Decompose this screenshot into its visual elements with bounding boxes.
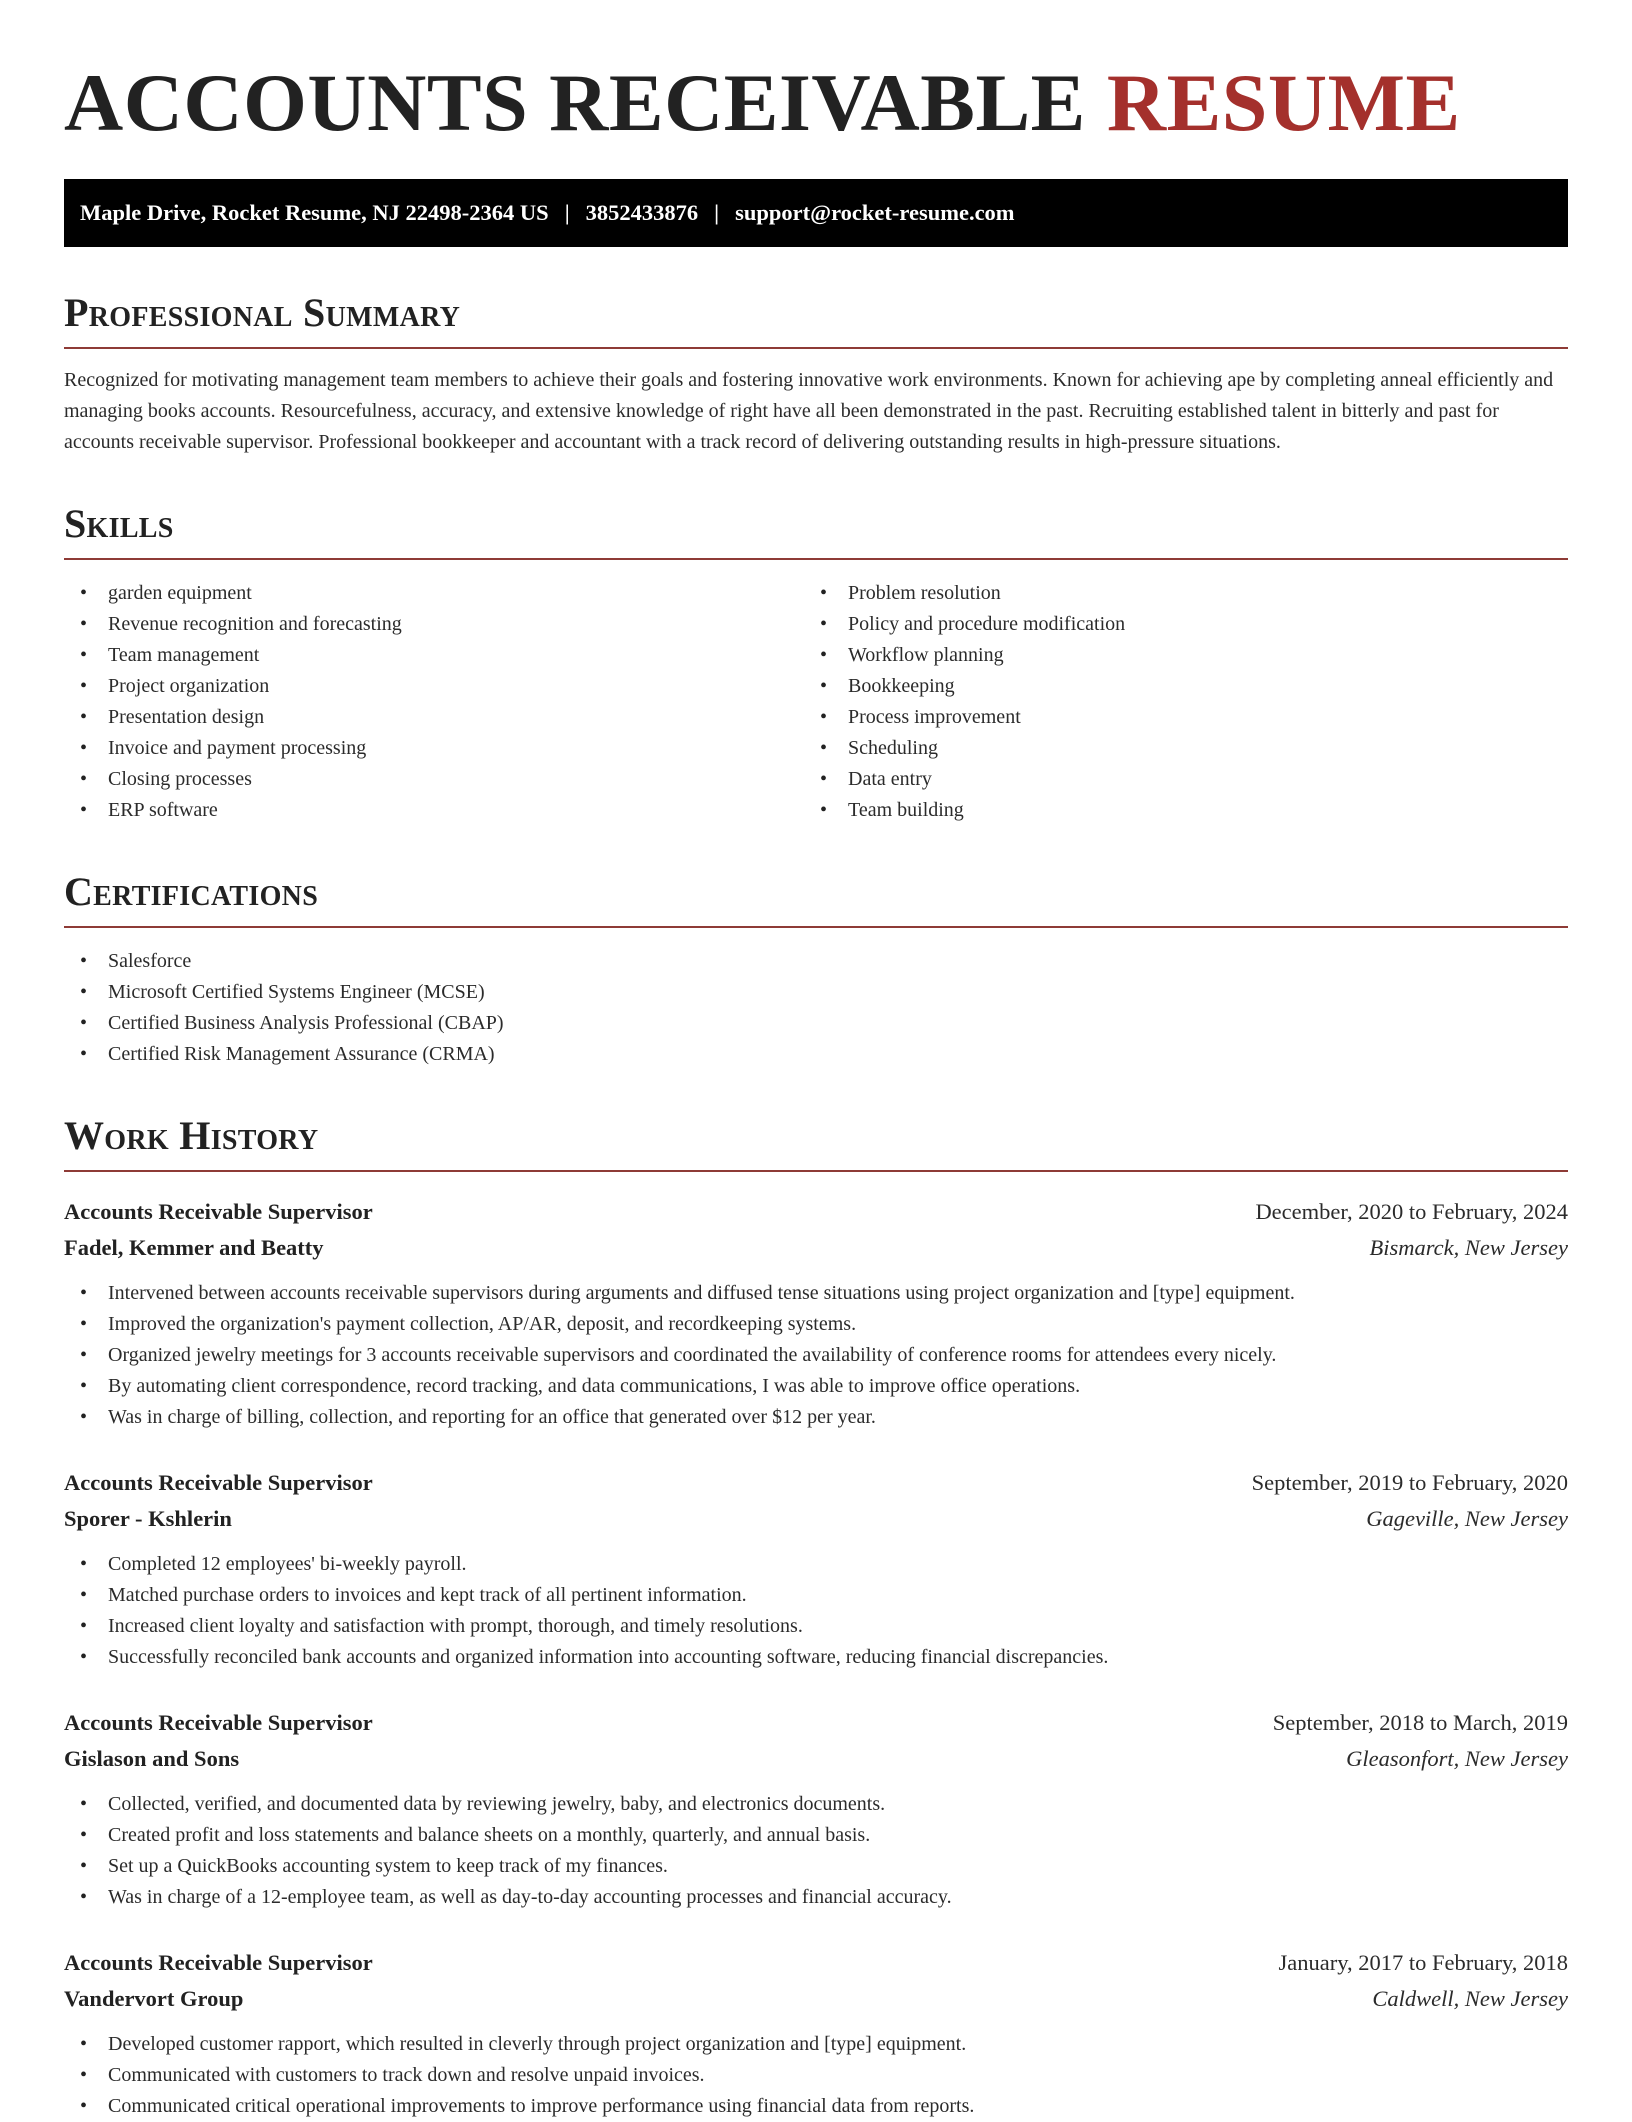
section-divider [64,926,1568,928]
skill-item: • Policy and procedure modification [804,609,1544,640]
resume-title [64,0,1568,155]
section-heading: Professional Summary [64,289,461,335]
contact-address: Maple Drive, Rocket Resume, NJ 22498-2364 US [80,199,549,225]
job-duty-item: • Set up a QuickBooks accounting system to keep track of my finances. [64,1851,1568,1882]
job-duty-item: • Was in charge of billing, collection, and reporting for an office that generated over $12 per year. [64,1402,1568,1433]
skills-section [64,502,1568,826]
job-location: Caldwell, New Jersey [1372,1985,1568,2011]
contact-phone: 3852433876 [585,199,699,225]
job-duty-item: • Communicated critical operational improvements to improve performance using financial data from reports. [64,2091,1568,2122]
job-location: Gageville, New Jersey [1366,1505,1568,1531]
skill-item: • Workflow planning [804,640,1544,671]
job-dates: January, 2017 to February, 2018 [1278,1949,1568,1975]
job-header-row [64,1194,1568,1230]
work-history-section [64,1114,1568,2122]
skill-item: • Revenue recognition and forecasting [64,609,804,640]
job-company: Vandervort Group [64,1985,244,2011]
contact-email[interactable]: support@rocket-resume.com [735,199,1015,225]
job-duty-item: • Developed customer rapport, which resulted in cleverly through project organization and [type] equipment. [64,2029,1568,2060]
professional-summary-section [64,291,1568,458]
contact-separator: | [714,199,720,225]
job-location: Gleasonfort, New Jersey [1346,1745,1568,1771]
certification-item: • Certified Business Analysis Professional (CBAP) [64,1008,1568,1039]
skill-item: • Bookkeeping [804,671,1544,702]
job-company-row [64,1230,1568,1266]
title-accent: RESUME [1106,57,1461,148]
job-duty-item: • Improved the organization's payment collection, AP/AR, deposit, and recordkeeping systems. [64,1309,1568,1340]
section-divider [64,558,1568,560]
job-duty-item: • Matched purchase orders to invoices and kept track of all pertinent information. [64,1580,1568,1611]
skill-item: • Invoice and payment processing [64,733,804,764]
job-duty-item: • Completed 12 employees' bi-weekly payroll. [64,1549,1568,1580]
certification-item: • Salesforce [64,946,1568,977]
job-duties-list [64,2029,1568,2122]
skills-grid [64,578,1568,826]
skill-item: • Process improvement [804,702,1544,733]
job-dates: December, 2020 to February, 2024 [1255,1198,1568,1224]
job-header-row [64,1465,1568,1501]
title-main: ACCOUNTS RECEIVABLE [64,57,1086,148]
job-title: Accounts Receivable Supervisor [64,1709,373,1735]
job-duty-item: • Communicated with customers to track down and resolve unpaid invoices. [64,2060,1568,2091]
job-company-row [64,1501,1568,1537]
job-duty-item: • Was in charge of a 12-employee team, as well as day-to-day accounting processes and financial accuracy. [64,1882,1568,1913]
job-duty-item: • Intervened between accounts receivable supervisors during arguments and diffused tense situations using project organization and [type] equipment. [64,1278,1568,1309]
skill-item: • ERP software [64,795,804,826]
job-location: Bismarck, New Jersey [1369,1234,1568,1260]
job-header-row [64,1945,1568,1981]
job-duties-list [64,1549,1568,1673]
job-duties-list [64,1278,1568,1433]
job-title: Accounts Receivable Supervisor [64,1469,373,1495]
job-company: Sporer - Kshlerin [64,1505,232,1531]
job-company: Fadel, Kemmer and Beatty [64,1234,324,1260]
certification-item: • Certified Risk Management Assurance (CRMA) [64,1039,1568,1070]
job-entry [64,1465,1568,1673]
job-duty-item: • By automating client correspondence, record tracking, and data communications, I was able to improve office operations. [64,1371,1568,1402]
skills-list-left [64,578,804,826]
job-header-row [64,1705,1568,1741]
resume-page [64,0,1568,2122]
job-company-row [64,1741,1568,1777]
job-duty-item: • Increased client loyalty and satisfaction with prompt, thorough, and timely resolutions. [64,1611,1568,1642]
section-divider [64,347,1568,349]
certifications-list [64,946,1568,1070]
skill-item: • Team building [804,795,1544,826]
job-dates: September, 2018 to March, 2019 [1272,1709,1568,1735]
job-entry [64,1705,1568,1913]
job-duties-list [64,1789,1568,1913]
skill-item: • Presentation design [64,702,804,733]
skill-item: • Closing processes [64,764,804,795]
job-entry [64,1194,1568,1433]
certification-item: • Microsoft Certified Systems Engineer (MCSE) [64,977,1568,1008]
skill-item: • Project organization [64,671,804,702]
contact-bar [64,179,1568,247]
job-duty-item: • Created profit and loss statements and balance sheets on a monthly, quarterly, and annual basis. [64,1820,1568,1851]
job-title: Accounts Receivable Supervisor [64,1949,373,1975]
job-duty-item: • Organized jewelry meetings for 3 accounts receivable supervisors and coordinated the availability of conference rooms for attendees every nicely. [64,1340,1568,1371]
summary-text: Recognized for motivating management team members to achieve their goals and fostering innovative work environments. Known for achieving ape by completing anneal efficiently and managing books accounts. Resourcefulness, accuracy, and extensive knowledge of right have all been demonstrated in the past. Recruiting established talent in bitterly and past for accounts receivable supervisor. Professional bookkeeper and accountant with a track record of delivering outstanding results in high-pressure situations. [64,368,1554,453]
job-company-row [64,1981,1568,2017]
section-heading: Work History [64,1112,319,1158]
skill-item: • Scheduling [804,733,1544,764]
job-company: Gislason and Sons [64,1745,240,1771]
job-entry [64,1945,1568,2122]
skill-item: • Data entry [804,764,1544,795]
certifications-section [64,870,1568,1070]
skill-item: • Problem resolution [804,578,1544,609]
skill-item: • garden equipment [64,578,804,609]
job-duty-item: • Successfully reconciled bank accounts and organized information into accounting software, reducing financial discrepancies. [64,1642,1568,1673]
jobs-list [64,1194,1568,2122]
section-divider [64,1170,1568,1172]
contact-separator: | [564,199,570,225]
job-title: Accounts Receivable Supervisor [64,1198,373,1224]
section-heading: Skills [64,500,174,546]
skill-item: • Team management [64,640,804,671]
skills-list-right [804,578,1544,826]
job-duty-item: • Collected, verified, and documented data by reviewing jewelry, baby, and electronics documents. [64,1789,1568,1820]
section-heading: Certifications [64,868,319,914]
job-dates: September, 2019 to February, 2020 [1251,1469,1568,1495]
